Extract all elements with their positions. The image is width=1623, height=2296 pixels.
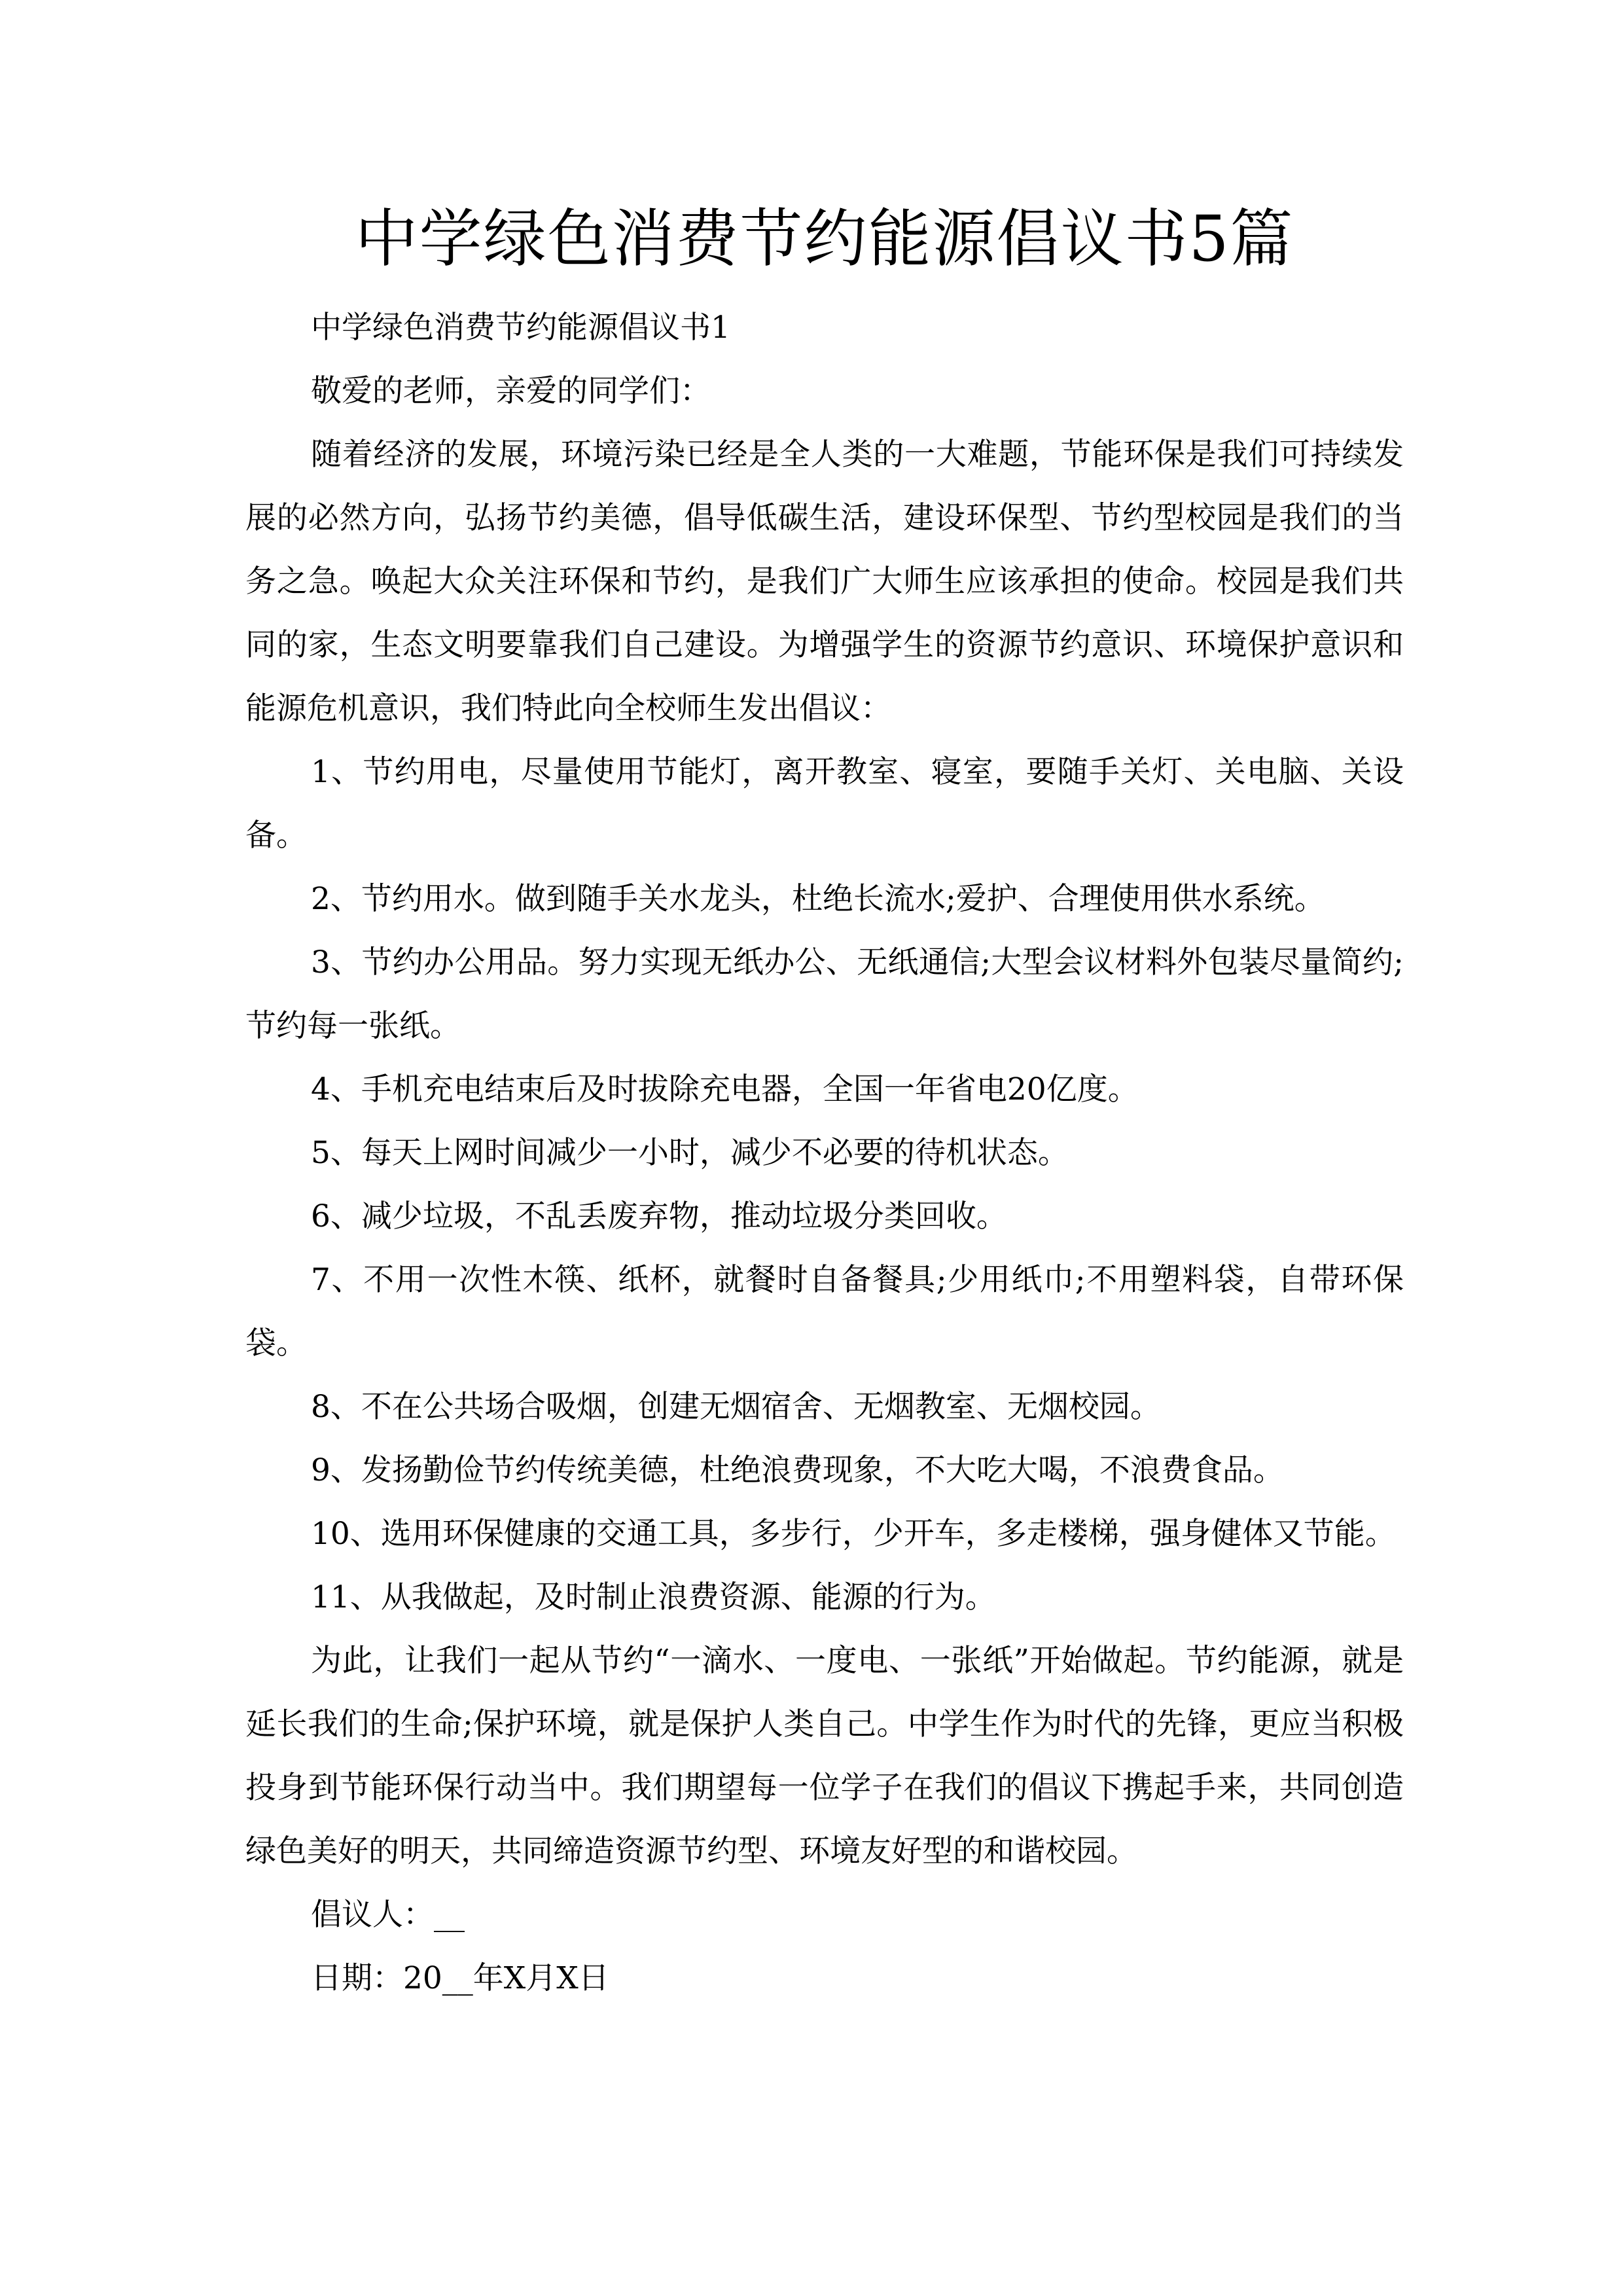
proposal-item-8: 8、不在公共场合吸烟，创建无烟宿舍、无烟教室、无烟校园。 [311, 1389, 1161, 1425]
document-body [245, 296, 1404, 2010]
proposal-item-6: 6、减少垃圾，不乱丢废弃物，推动垃圾分类回收。 [311, 1198, 1007, 1234]
proposer-line: 倡议人：__ [311, 1897, 465, 1933]
closing-paragraph: 为此，让我们一起从节约“一滴水、一度电、一张纸”开始做起。节约能源，就是延长我们的生命;保护环境，就是保护人类自己。中学生作为时代的先锋，更应当积极投身到节能环保行动当中。我们期望每一位学子在我们的倡议下携起手来，共同创造绿色美好的明天，共同缔造资源节约型、环境友好型的和谐校园。 [245, 1643, 1404, 1869]
section-heading: 中学绿色消费节约能源倡议书1 [311, 310, 730, 346]
proposal-item-11: 11、从我做起，及时制止浪费资源、能源的行为。 [311, 1579, 996, 1615]
salutation: 敬爱的老师，亲爱的同学们： [311, 373, 711, 409]
document-title: 中学绿色消费节约能源倡议书5篇 [355, 202, 1294, 276]
proposal-item-2: 2、节约用水。做到随手关水龙头，杜绝长流水;爱护、合理使用供水系统。 [311, 881, 1325, 917]
proposal-item-4: 4、手机充电结束后及时拔除充电器，全国一年省电20亿度。 [311, 1071, 1139, 1107]
proposal-item-10: 10、选用环保健康的交通工具，多步行，少开车，多走楼梯，强身健体又节能。 [311, 1516, 1396, 1552]
proposal-item-7: 7、不用一次性木筷、纸杯，就餐时自备餐具;少用纸巾;不用塑料袋，自带环保袋。 [245, 1262, 1404, 1361]
proposal-item-1: 1、节约用电，尽量使用节能灯，离开教室、寝室，要随手关灯、关电脑、关设备。 [245, 754, 1404, 853]
date-line: 日期：20__年X月X日 [311, 1960, 609, 1996]
intro-paragraph: 随着经济的发展，环境污染已经是全人类的一大难题，节能环保是我们可持续发展的必然方向，弘扬节约美德，倡导低碳生活，建设环保型、节约型校园是我们的当务之急。唤起大众关注环保和节约，是我们广大师生应该承担的使命。校园是我们共同的家，生态文明要靠我们自己建设。为增强学生的资源节约意识、环境保护意识和能源危机意识，我们特此向全校师生发出倡议： [245, 437, 1404, 726]
proposal-item-5: 5、每天上网时间减少一小时，减少不必要的待机状态。 [311, 1135, 1069, 1171]
proposal-item-9: 9、发扬勤俭节约传统美德，杜绝浪费现象，不大吃大喝，不浪费食品。 [311, 1452, 1284, 1488]
proposal-item-3: 3、节约办公用品。努力实现无纸办公、无纸通信;大型会议材料外包装尽量简约;节约每一张纸。 [245, 944, 1404, 1044]
